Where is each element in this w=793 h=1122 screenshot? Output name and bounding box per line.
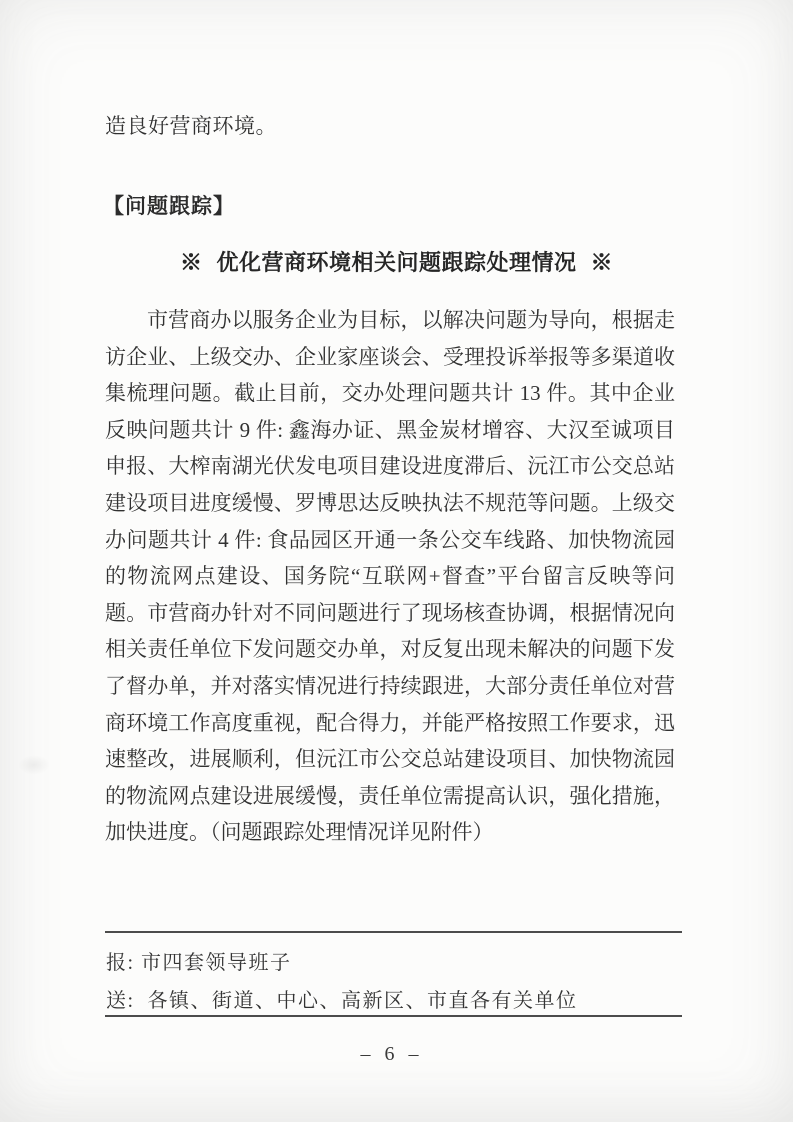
body-line: 办问题共计 4 件: 食品园区开通一条公交车线路、加快物流园 — [105, 527, 675, 552]
body-line: 了督办单，并对落实情况进行持续跟进，大部分责任单位对营 — [105, 673, 675, 698]
scan-smudge-artifact — [18, 755, 50, 775]
body-line: 访企业、上级交办、企业家座谈会、受理投诉举报等多渠道收 — [105, 344, 675, 369]
body-line: 的物流网点建设、国务院“互联网+督查”平台留言反映等问 — [105, 564, 675, 589]
body-line: 反映问题共计 9 件: 鑫海办证、黑金炭材增容、大汉至诚项目 — [105, 417, 675, 442]
body-line: 建设项目进度缓慢、罗博思达反映执法不规范等问题。上级交 — [105, 490, 675, 515]
body-paragraph — [105, 302, 675, 851]
body-line: 市营商办以服务企业为目标，以解决问题为导向，根据走 — [147, 308, 675, 332]
intro-paragraph: 造良好营商环境。 — [105, 114, 277, 138]
body-line: 加快进度。（问题跟踪处理情况详见附件） — [105, 820, 494, 845]
page-number: – 6 – — [360, 1043, 419, 1065]
body-line: 速整改，进展顺利，但沅江市公交总站建设项目、加快物流园 — [105, 747, 675, 772]
recipients-divider-top — [105, 931, 682, 933]
recipients-divider-bottom — [105, 1015, 682, 1017]
recipients-send-line: 送: 各镇、街道、中心、高新区、市直各有关单位 — [106, 990, 578, 1012]
body-line: 题。市营商办针对不同问题进行了现场核查协调，根据情况向 — [105, 600, 675, 625]
body-line: 相关责任单位下发问题交办单，对反复出现未解决的问题下发 — [105, 637, 675, 662]
bulletin-title: ※ 优化营商环境相关问题跟踪处理情况 ※ — [179, 250, 613, 275]
section-header-problem-tracking: 【问题跟踪】 — [103, 195, 235, 218]
body-line: 集梳理问题。截止目前，交办处理问题共计 13 件。其中企业 — [105, 381, 675, 406]
body-line: 申报、大榨南湖光伏发电项目建设进度滞后、沅江市公交总站 — [105, 454, 675, 479]
body-line: 的物流网点建设进展缓慢，责任单位需提高认识，强化措施， — [105, 783, 675, 808]
recipients-report-line: 报: 市四套领导班子 — [106, 952, 292, 974]
body-line: 商环境工作高度重视，配合得力，并能严格按照工作要求，迅 — [105, 710, 675, 735]
